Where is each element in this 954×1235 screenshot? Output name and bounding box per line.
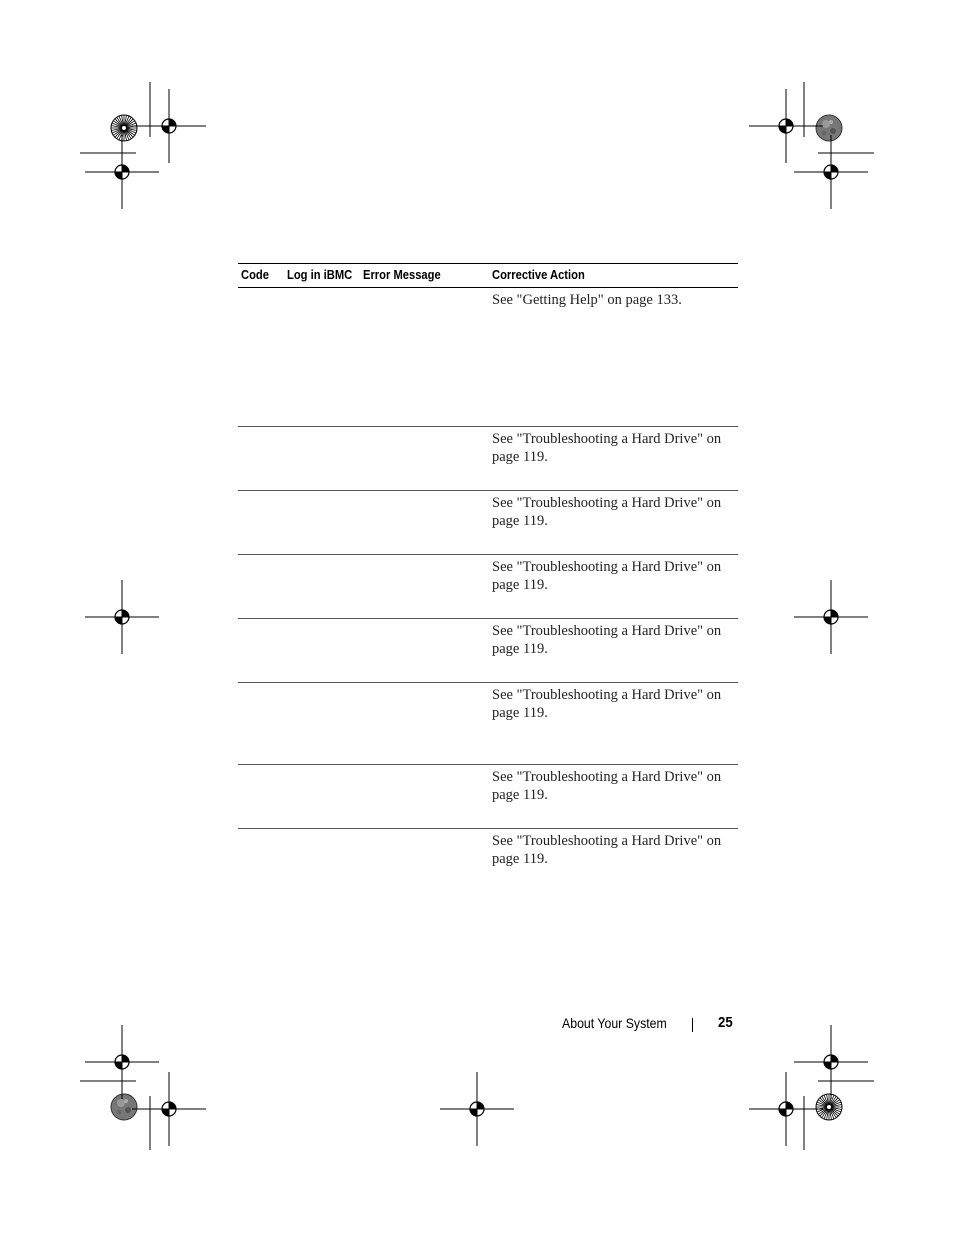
error-code-table bbox=[238, 263, 738, 879]
table-row bbox=[238, 427, 738, 491]
table-row bbox=[238, 288, 738, 427]
column-header-error-message: Error Message bbox=[363, 267, 441, 282]
column-header-log-in-ibmc: Log in iBMC bbox=[287, 267, 353, 282]
table-row bbox=[238, 765, 738, 829]
corrective-action-cell: See "Getting Help" on page 133. bbox=[492, 292, 682, 308]
table-row bbox=[238, 555, 738, 619]
corrective-action-cell: See "Troubleshooting a Hard Drive" on page 119. bbox=[492, 833, 722, 867]
corrective-action-cell: See "Troubleshooting a Hard Drive" on page 119. bbox=[492, 559, 722, 593]
table-row bbox=[238, 619, 738, 683]
table-row bbox=[238, 491, 738, 555]
page-number: 25 bbox=[718, 1014, 733, 1031]
corrective-action-cell: See "Troubleshooting a Hard Drive" on page 119. bbox=[492, 495, 722, 529]
table-row bbox=[238, 683, 738, 765]
corrective-action-cell: See "Troubleshooting a Hard Drive" on page 119. bbox=[492, 769, 722, 803]
table-header bbox=[238, 263, 738, 288]
table-row bbox=[238, 829, 738, 879]
corrective-action-cell: See "Troubleshooting a Hard Drive" on page 119. bbox=[492, 687, 722, 721]
corrective-action-cell: See "Troubleshooting a Hard Drive" on page 119. bbox=[492, 623, 722, 657]
footer-separator bbox=[692, 1018, 693, 1032]
column-header-corrective-action: Corrective Action bbox=[492, 267, 585, 282]
corrective-action-cell: See "Troubleshooting a Hard Drive" on page 119. bbox=[492, 431, 722, 465]
footer-section-title: About Your System bbox=[562, 1015, 667, 1031]
column-header-code: Code bbox=[241, 267, 269, 282]
